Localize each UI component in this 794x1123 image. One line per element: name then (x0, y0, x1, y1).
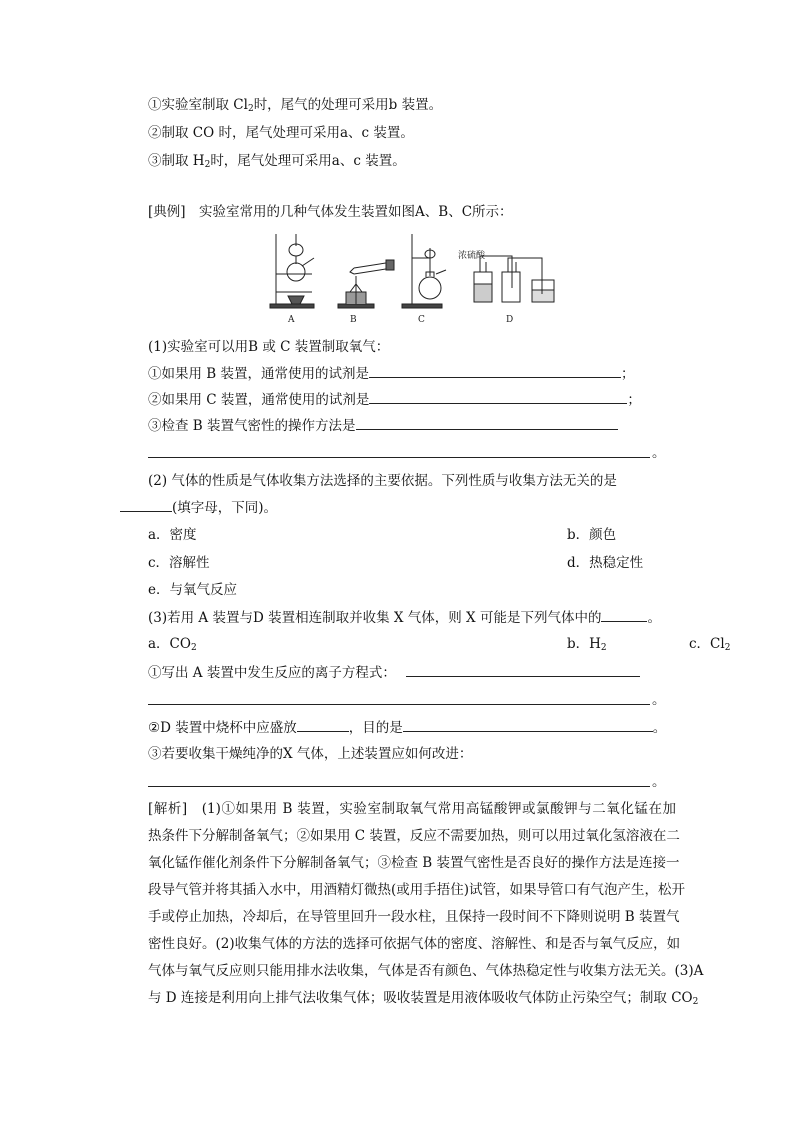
q3-s1: ①写出 A 装置中发生反应的离子方程式： (148, 663, 640, 682)
q3-head: (3)若用 A 装置与D 装置相连制取并收集 X 气体，则 X 可能是下列气体中的 。 (148, 610, 661, 626)
apparatus-a-base (270, 304, 314, 308)
note-3: ③制取 $H_2$时，尾气处理可采用a、c 装置。 (148, 153, 406, 170)
analysis-line-8: 与 D 连接是利用向上排气法收集气体；吸收装置是用液体吸收气体防止污染空气；制取 $CO_2$ (148, 990, 699, 1007)
q1-s3: ③检查 B 装置气密性的操作方法是 (148, 416, 618, 435)
apparatus-figure (262, 228, 562, 328)
analysis-line-3: 氧化锰作催化剂条件下分解制备氧气；③检查 B 装置气密性是否良好的操作方法是连接一 (148, 855, 680, 871)
analysis-line-7: 气体与氧气反应则只能用排水法收集，气体是否有颜色、气体热稳定性与收集方法无关。(3)A (148, 963, 704, 979)
q3-option-b: b．$H_2$ (567, 636, 607, 653)
q3-option-a: a．$CO_2$ (148, 636, 197, 653)
analysis-line-5: 手或停止加热，冷却后，在导管里回升一段水柱，且保持一段时间不下降则说明 B 装置气 (148, 909, 680, 925)
q2-option-a: a．密度 (148, 527, 197, 543)
q2-option-c: c．溶解性 (148, 555, 210, 571)
q3-s2-answer-1[interactable] (297, 718, 349, 732)
q3-s2-answer-2[interactable] (403, 718, 653, 732)
q3-s3-end: 。 (652, 774, 666, 790)
svg-text:浓硫酸: 浓硫酸 (458, 251, 486, 261)
q3-s1-end: 。 (652, 692, 666, 708)
q3-s2: ②D 装置中烧杯中应盛放 ，目的是 。 (148, 720, 667, 736)
label-a: A (288, 315, 295, 325)
q3-options (148, 635, 731, 653)
analysis-line-2: 热条件下分解制备氧气；②如果用 C 装置，反应不需要加热，则可以用过氧化氢溶液在二 (148, 828, 680, 844)
q2-options-row1 (148, 526, 617, 544)
q3-answer[interactable] (601, 608, 647, 622)
q2-options-row2 (148, 554, 644, 572)
q2-option-b: b．颜色 (567, 527, 617, 543)
q1-s1: ①如果用 B 装置，通常使用的试剂是 ； (148, 366, 635, 382)
q3-s1-answer-line2[interactable] (148, 704, 650, 705)
note-1: ①实验室制取 $Cl_2$时，尾气的处理可采用b 装置。 (148, 97, 443, 114)
q1-s2: ②如果用 C 装置，通常使用的试剂是 ； (148, 392, 641, 408)
analysis-line-4: 段导气管并将其插入水中，用酒精灯微热(或用手捂住)试管，如果导管口有气泡产生，松开 (148, 882, 686, 898)
apparatus-c-base (402, 304, 442, 308)
q2-answer[interactable] (120, 498, 172, 512)
q1-s1-answer[interactable] (369, 364, 621, 378)
analysis-line-6: 密性良好。(2)收集气体的方法的选择可依据气体的密度、溶解性、和是否与氧气反应，如 (148, 936, 681, 952)
q3-s3-answer[interactable] (148, 786, 650, 787)
label-d: D (506, 315, 514, 325)
q2-option-d: d．热稳定性 (567, 555, 644, 571)
analysis-line-1: [解析] (1)①如果用 B 装置，实验室制取氧气常用高锰酸钾或氯酸钾与二氧化锰在加 (148, 801, 676, 817)
q2-fill: (填字母，下同)。 (120, 498, 277, 517)
example-intro: [典例] 实验室常用的几种气体发生装置如图A、B、C所示： (148, 204, 513, 220)
q1-s3-end: 。 (652, 445, 666, 461)
apparatus-b-base (338, 304, 374, 308)
q2-head: (2) 气体的性质是气体收集方法选择的主要依据。下列性质与收集方法无关的是 (148, 473, 617, 489)
q2-option-e: e．与氧气反应 (148, 582, 237, 598)
q1-s2-answer[interactable] (369, 390, 627, 404)
q1-s3-answer[interactable] (356, 416, 618, 430)
example-tag: [典例] (148, 204, 186, 220)
label-b: B (350, 315, 357, 325)
note-2: ②制取 CO 时，尾气处理可采用a、c 装置。 (148, 125, 414, 141)
label-c: C (418, 315, 425, 325)
q3-option-c: c．$Cl_2$ (689, 636, 731, 653)
q3-s3: ③若要收集干燥纯净的X 气体，上述装置应如何改进： (148, 746, 473, 762)
q1-head: (1)实验室可以用B 或 C 装置制取氧气： (148, 339, 390, 355)
q1-s3-answer-line2[interactable] (148, 457, 650, 458)
q3-s1-answer[interactable] (406, 663, 640, 677)
